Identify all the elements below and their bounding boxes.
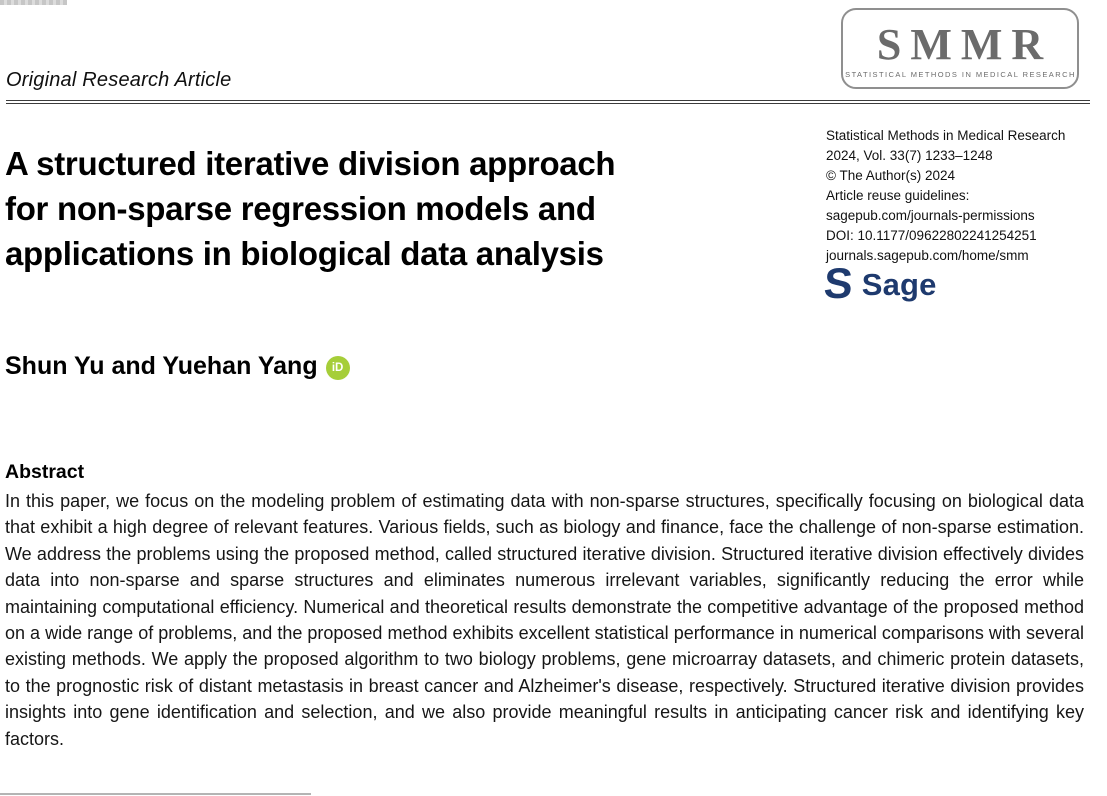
- article-category: Original Research Article: [6, 69, 232, 91]
- orcid-id-icon[interactable]: iD: [326, 356, 350, 380]
- author-byline: [5, 352, 350, 381]
- article-title-line-2: for non-sparse regression models and: [5, 190, 596, 227]
- sage-publisher-logo: [822, 260, 937, 308]
- copyright-line: © The Author(s) 2024: [826, 168, 956, 183]
- author-names: Shun Yu and Yuehan Yang: [5, 352, 318, 380]
- journal-name: Statistical Methods in Medical Research: [826, 128, 1066, 143]
- reuse-guidelines-label: Article reuse guidelines:: [826, 188, 970, 203]
- journal-citation-block: [826, 126, 1065, 266]
- article-title-line-1: A structured iterative division approach: [5, 145, 616, 182]
- journal-logo-tagline: STATISTICAL METHODS IN MEDICAL RESEARCH: [845, 69, 1076, 79]
- journal-homepage-link[interactable]: journals.sagepub.com/home/smm: [826, 248, 1029, 263]
- abstract-body: In this paper, we focus on the modeling problem of estimating data with non-sparse structures, specifically focusing on biological data that exhibit a high degree of relevant features. Various fields, such as biology and finance, face the challenge of non-sparse estimation. We address the problems using the proposed method, called structured iterative division. Structured iterative division effectively divides data into non-sparse and sparse structures and eliminates numerous irrelevant variables, significantly reducing the error while maintaining computational efficiency. Numerical and theoretical results demonstrate the competitive advantage of the proposed method on a wide range of problems, and the proposed method exhibits excellent statistical performance in numerical comparisons with several existing methods. We apply the proposed algorithm to two biology problems, gene microarray datasets, and chimeric protein datasets, to the prognostic risk of distant metastasis in breast cancer and Alzheimer's disease, respectively. Structured iterative division provides insights into gene identification and selection, and we also provide meaningful results in anticipating cancer risk and identifying key factors.: [5, 491, 1084, 749]
- article-title: [5, 141, 615, 276]
- volume-issue-pages: 2024, Vol. 33(7) 1233–1248: [826, 148, 993, 163]
- header-divider: [6, 100, 1090, 104]
- sage-s-icon: S: [822, 260, 855, 308]
- journal-logo-acronym: SMMR: [876, 19, 1053, 69]
- article-title-line-3: applications in biological data analysis: [5, 235, 604, 272]
- scan-artifact-bar: [0, 0, 67, 5]
- permissions-url-link[interactable]: sagepub.com/journals-permissions: [826, 208, 1035, 223]
- bottom-section-divider: [0, 793, 311, 795]
- sage-wordmark: Sage: [861, 267, 937, 302]
- doi-line: DOI: 10.1177/09622802241254251: [826, 228, 1037, 243]
- journal-logo: [841, 8, 1079, 89]
- abstract-heading: Abstract: [5, 461, 85, 483]
